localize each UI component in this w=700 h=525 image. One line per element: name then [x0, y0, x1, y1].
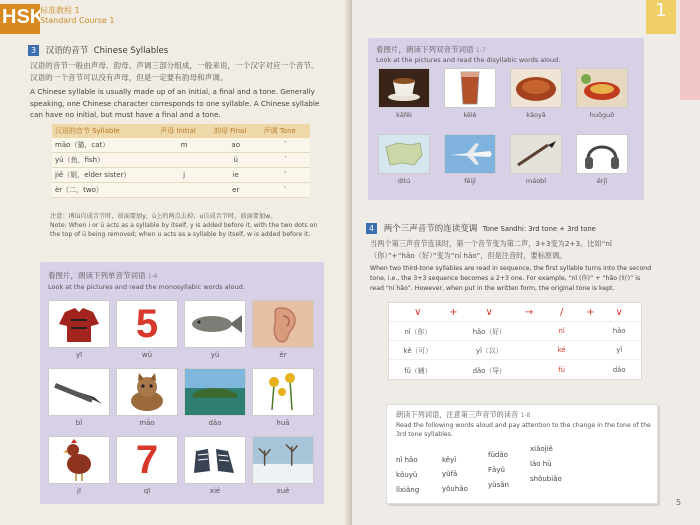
picture-card: kǎoyā [510, 68, 562, 119]
table-row: yú（鱼，fish） ü ˊ [52, 153, 310, 168]
list-item: Fǎyǔ [488, 466, 505, 474]
table-row: fǔ（辅） dǎo（导） fú dǎo [404, 365, 626, 375]
shoes-icon [184, 436, 246, 484]
book-header: 标准教程 1 Standard Course 1 [40, 6, 115, 25]
hsk-logo: HSK [0, 4, 40, 34]
picture-card: ěr [252, 300, 314, 359]
table-row: èr（二，two） er ˋ [52, 183, 310, 198]
lesson-tab: 1 [646, 0, 676, 34]
word-activity-heading: 朗读下列词语，注意第三声音节的读音 1-8 [396, 410, 531, 419]
section-4-zh-paragraph: 当两个第三声音节连读时，第一个音节变为第二声，3+3变为2+3。比如“nǐ（你）”+“hǎo（好）”变为“ní hǎo”，但是注音时，要标原调。 [370, 239, 612, 260]
picture-card: huǒguō [576, 68, 628, 119]
cola-icon [444, 68, 496, 108]
flower-icon [252, 368, 314, 416]
fish-icon [184, 300, 246, 348]
picture-card: dǎo [184, 368, 246, 427]
picture-card: 5 wǔ [116, 300, 178, 359]
syllable-table: 汉语的音节 Syllable 声母 Initial 韵母 Final 声调 Tone māo（猫，cat） m ao ˉ yú（鱼，fish） ü ˊ jiě（姐，elder sister） j ie ˇ èr（二，two） er ˋ [52, 124, 310, 198]
picture-card: fēijī [444, 134, 496, 185]
picture-card: māo [116, 368, 178, 427]
ear-icon [252, 300, 314, 348]
headphones-icon [576, 134, 628, 174]
airplane-icon [444, 134, 496, 174]
section-4-title: 4 两个三声音节的连读变调 Tone Sandhi: 3rd tone + 3rd tone [366, 222, 596, 234]
picture-card: dìtú [378, 134, 430, 185]
picture-card: kāfēi [378, 68, 430, 119]
picture-card: bǐ [48, 368, 110, 427]
word-activity-instruction: Read the following words aloud and pay attention to the change in the tone of the 3rd tone syllables. [396, 422, 651, 438]
picture-card: xié [184, 436, 246, 495]
island-icon [184, 368, 246, 416]
section-3-title: 3 汉语的音节 Chinese Syllables [28, 44, 168, 56]
number-seven-icon: 7 [116, 436, 178, 484]
brush-icon [510, 134, 562, 174]
monosyllabic-activity: 看图片，朗读下列单音节词语 1-6 Look at the pictures and read the monosyllabic words aloud. yī 5 wǔ yú ěr bǐ māo dǎo huā jī 7 qī xié xuě [40, 262, 324, 504]
pen-icon [48, 368, 110, 416]
list-item: fǔdǎo [488, 451, 508, 459]
list-item: lǎo hǔ [530, 460, 552, 468]
cat-icon [116, 368, 178, 416]
list-item: nǐ hǎo [396, 456, 418, 464]
section-4-en-paragraph: When two third-tone syllables are read in sequence, the first syllable turns into the second tone, i.e., the 3+3 sequence becomes a 2+3 one. For example, “nǐ (你)” + “hǎo (好)” is read “ní hǎo”. However, when put in the written form, the original tone is kept. [370, 265, 652, 292]
number-five-icon: 5 [116, 300, 178, 348]
picture-card: ěrjī [576, 134, 628, 185]
table-row: māo（猫，cat） m ao ˉ [52, 138, 310, 153]
table-row: kě（可） yǐ（以） ké yǐ [389, 341, 641, 360]
page-marker-tab [680, 0, 700, 100]
page-number: 5 [676, 498, 682, 507]
table-row: jiě（姐，elder sister） j ie ˇ [52, 168, 310, 183]
list-item: yǒuhǎo [442, 485, 468, 493]
clothes-icon [48, 300, 110, 348]
syllable-note: 注意：i和ü自成音节时，前面要加y，ü上的两点去掉；u自成音节时，前面要加w。 Note: When i or ü acts as a syllable by itself, y is added before it, with the two dots on the top of ü being removed; when u acts as a syllable by itself, w is added before it. [50, 213, 318, 238]
map-icon [378, 134, 430, 174]
picture-card: máobǐ [510, 134, 562, 185]
section-3-en-paragraph: A Chinese syllable is usually made up of an initial, a final and a tone. Generally speaking, one Chinese character corresponds to one syllable. A Chinese syllable can have no initial, but must have a final and a tone. [30, 87, 320, 119]
table-row: nǐ（你） hǎo（好） ní hǎo [389, 322, 641, 341]
list-item: kěyǐ [442, 456, 457, 464]
hotpot-icon [576, 68, 628, 108]
roast-duck-icon [510, 68, 562, 108]
tone-header-row: ∨ + ∨ → / + ∨ [389, 303, 641, 322]
list-item: lǐxiǎng [396, 486, 420, 494]
list-item: yǔfǎ [442, 470, 458, 478]
list-item: yǔsǎn [488, 481, 509, 489]
picture-card: yú [184, 300, 246, 359]
section-3-zh-paragraph: 汉语的音节一般由声母、韵母、声调三部分组成，一般来说，一个汉字对应一个音节。汉语的一个音节可以没有声母，但是一定要有韵母和声调。 [30, 61, 319, 82]
picture-card: 7 qī [116, 436, 178, 495]
tone-sandhi-table [388, 302, 642, 380]
picture-card: xuě [252, 436, 314, 495]
picture-card: jī [48, 436, 110, 495]
list-item: xiǎojiě [530, 445, 553, 453]
snow-icon [252, 436, 314, 484]
picture-card: huā [252, 368, 314, 427]
list-item: kǒuyǔ [396, 471, 418, 479]
list-item: shǒubiǎo [530, 475, 562, 483]
chicken-icon [48, 436, 110, 484]
picture-card: kělè [444, 68, 496, 119]
coffee-icon [378, 68, 430, 108]
disyllabic-activity: 看图片，朗读下列双音节词语 1-7 Look at the pictures and read the disyllabic words aloud. kāfēi kělè kǎoyā huǒguō dìtú fēijī máobǐ ěrjī [368, 38, 644, 200]
picture-card: yī [48, 300, 110, 359]
